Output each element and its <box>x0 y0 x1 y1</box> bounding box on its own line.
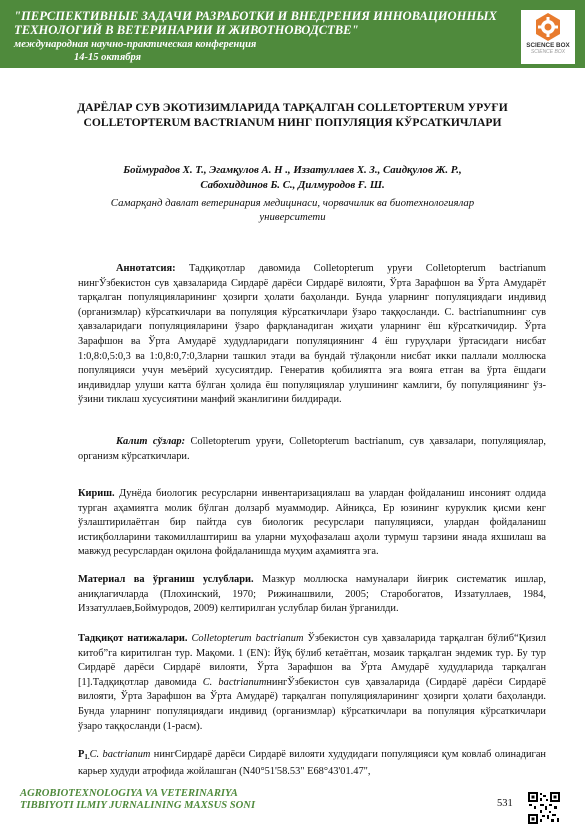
results-label: Тадқиқот натижалари. <box>78 633 188 644</box>
methods-paragraph <box>78 573 546 617</box>
paper-title-line: COLLETOPTERUM BACTRIANUM НИНГ ПОПУЛЯЦИЯ КЎРСАТКИЧЛАРИ <box>83 116 502 129</box>
p1-label: Р <box>78 749 85 760</box>
authors-line: Боймурадов Х. Т., Эгамқулов А. Н ., Иззатуллаев Х. З., Саидқулов Ж. Р., <box>123 164 462 176</box>
conference-title-line: ТЕХНОЛОГИЙ В ВЕТЕРИНАРИИ И ЖИВОТНОВОДСТВЕ" <box>14 23 359 37</box>
conference-header <box>14 9 514 64</box>
p1-paragraph <box>78 748 546 779</box>
results-text-2: нингЎзбекистон сув ҳавзаларида (Сирдарё дарёси Сирдарё вилояти, Ўрта Зарафшон ва Ўрта Амударё) тарқалган популяцияларининг ҳозирги ҳолати баҳоланди. Бунда уларнинг популяциядаги индивид (организмлар) кўрсаткичлари ва популяция кўрсаткичлари ўзаро таққосланди (1-расм). <box>78 676 546 732</box>
science-box-logo <box>521 10 575 64</box>
conference-dates: 14-15 октября <box>74 52 142 63</box>
hexagon-gear-icon <box>533 12 563 42</box>
annotation-label: Аннотатсия: <box>116 263 176 274</box>
conference-type: международная научно-практическая конференция <box>14 39 257 50</box>
affiliation <box>80 196 505 224</box>
annotation-text: Тадқиқотлар давомида Colletopterum уруғи Colletopterum bactrianum нингЎзбекистон сув ҳавзаларида Сирдарё дарёси Сирдарё вилояти, Ўрта Зарафшон ва Ўрта Амударёт тарқалган популяцияларининг ҳозирги ҳолати баҳоланди. Бунда уларнинг популяциядаги индивид (организмлар) кўрсаткичлари ва популяция кўрсаткичлари ўзаро таққосланди. C. bactrianumнинг сув ҳавзаларидаги популяцияларини ўзаро фарқланадиган жиҳати уларнинг ёш кўрсаткичидир. Ўрта Зарафшон ва Ўрта Амударё худудларидаги популяциянинг 4 ёш гуруҳлари ўртасидаги нисбат 1:0,8:0,5:0,3 ва 1:0,8:0,7:0,3ларни ташкил этади ва бундай тўлақонли нисбат икки паллали моллюска популяцияси учун меъёрий хусусиятдир. Генератив қобилиятга эга воягa етган ва ўрта ёшдаги индивидлар улуши катта бўлган ҳолида ёш популяциялар улушининг камлиги, бу популяциянинг ўз-ўзини тиклаш хусусиятини манфий эканлигини билдиради. <box>78 263 546 406</box>
keywords-text: Colletopterum уруғи, Colletopterum bactrianum, сув ҳавзалари, популяциялар, организм кўрсаткичлари. <box>78 436 546 462</box>
methods-label: Материал ва ўрганиш услублари. <box>78 574 254 585</box>
results-text: Ўзбекистон сув ҳавзаларида тарқалган бўлиб“Қизил китоб”га киритилган тур. Мақоми. 1 (EN): Йўқ бўлиб кетаётган, мозаик тарқалган эндемик тур. Бу тур Сирдарё дарёси Сирдарё вилояти, Ўрта Зарафшон ва Ўрта Амударё худудларида тарқалган [1].Тадқиқотлар давомида <box>78 633 546 688</box>
logo-name: SCIENCE BOX <box>526 42 570 49</box>
page-number: 531 <box>497 798 513 809</box>
conference-title-line: "ПЕРСПЕКТИВНЫЕ ЗАДАЧИ РАЗРАБОТКИ И ВНЕДРЕНИЯ ИННОВАЦИОННЫХ <box>14 9 497 23</box>
intro-paragraph <box>78 487 546 560</box>
intro-label: Кириш. <box>78 488 115 499</box>
results-species: Colletopterum bactrianum <box>187 633 304 644</box>
results-paragraph <box>78 632 546 734</box>
paper-title <box>60 100 525 130</box>
journal-footer <box>20 788 255 812</box>
p1-text: нингСирдарё дарёси Сирдарё вилояти худудидаги популяцияси қум ковлаб олинадиган карьер худуди атрофида жойлашган (N40°51'58.53" E68°43'01.47", <box>78 749 546 777</box>
logo-subname: SCIENCE BOX <box>530 49 566 55</box>
annotation-paragraph <box>78 262 546 408</box>
results-species-2: C. bactrianum <box>196 676 267 688</box>
journal-footer-line: AGROBIOTEXNOLOGIYA VA VETERINARIYA <box>20 788 238 799</box>
keywords-label: Калит сўзлар: <box>116 436 186 447</box>
methods-text: Мазкур моллюска намуналари йиғрик систематик ишлар, аниқлагичларда (Плохинский, 1970; Рижинашвили, 2005; Старобогатов, Иззатуллаев, 1984, Иззатуллаев,Боймуродов, 2009) келтирилган услублар билан ўрганилди. <box>78 574 546 615</box>
paper-title-line: ДАРЁЛАР СУВ ЭКОТИЗИМЛАРИДА ТАРҚАЛГАН COLLETOPTERUM УРУҒИ <box>77 101 508 114</box>
authors <box>90 163 495 193</box>
keywords-paragraph <box>78 435 546 464</box>
authors-line: Сабохиддинов Б. С., Дилмуродов Ғ. Ш. <box>200 179 385 191</box>
intro-text: Дунёда биологик ресурсларни инвентаризациялаш ва улардан фойдаланиш инсоният олдида турган аҳамиятга молик бўлган долзарб муаммодир. Айниқса, Ер юзининг куруклик қисми кенг ўзлаштирилаётган бир пайтда сув биологик ресурслари папуляцияси, улардан фойдаланиш истиқболларини такомиллаштириш ва уларни муҳофазалаш аҳоли турмуш тарзини янада яхшилаш ва мавжуд ресурслардан оқилона фойдаланишда муҳим аҳамиятга эга. <box>78 488 546 558</box>
conference-title <box>14 9 514 37</box>
p1-subscript: 1. <box>84 753 90 761</box>
qr-code-icon <box>527 791 561 825</box>
affiliation-line: Самарқанд давлат ветеринария медицинаси, чорвачилик ва биотехнологиялар <box>110 197 475 209</box>
p1-species: C. bactrianum <box>89 749 151 760</box>
journal-footer-line: TIBBIYOTI ILMIY JURNALINING MAXSUS SONI <box>20 800 256 811</box>
affiliation-line: университети <box>259 211 326 223</box>
